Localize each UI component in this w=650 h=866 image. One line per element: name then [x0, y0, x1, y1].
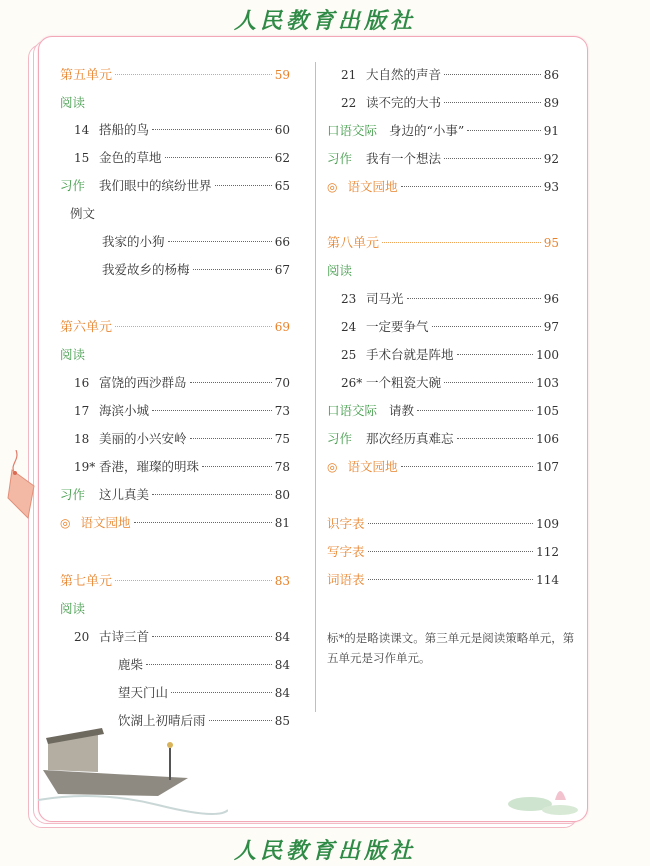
- leader-dots: [444, 102, 541, 103]
- lesson-number: 17: [74, 404, 90, 418]
- page-number: 83: [274, 574, 290, 588]
- oral-tag: 口语交际: [327, 403, 378, 418]
- lesson-title: 一个粗瓷大碗: [366, 375, 442, 390]
- leader-dots: [417, 410, 533, 411]
- toc-lesson-23[interactable]: [341, 290, 559, 308]
- page-number: 75: [274, 432, 290, 446]
- page-number: 85: [274, 714, 290, 728]
- leader-dots: [457, 438, 534, 439]
- leader-dots: [401, 186, 541, 187]
- page-number: 105: [536, 404, 559, 418]
- writing-title: 这儿真美: [99, 487, 150, 502]
- lesson-title: 搭船的鸟: [99, 122, 150, 137]
- leader-dots: [202, 466, 272, 467]
- publisher-footer: 人民教育出版社: [233, 838, 416, 864]
- poem-title: 望天门山: [118, 685, 169, 700]
- toc-lesson-17[interactable]: [74, 402, 290, 420]
- column-divider: [315, 62, 316, 712]
- bookmark-tassel-icon: [6, 450, 36, 520]
- toc-unit-5[interactable]: [60, 66, 290, 84]
- toc-oral-8[interactable]: [327, 402, 559, 420]
- leader-dots: [444, 158, 541, 159]
- leader-dots: [382, 242, 541, 243]
- poem-title: 鹿柴: [118, 657, 144, 672]
- footnote: 标*的是略读课文。第三单元是阅读策略单元，第五单元是习作单元。: [327, 631, 575, 665]
- lesson-number: 16: [74, 376, 90, 390]
- toc-lesson-15[interactable]: [74, 149, 290, 167]
- lesson-number: 24: [341, 320, 357, 334]
- lesson-title: 香港，璀璨的明珠: [99, 459, 200, 474]
- writing-title: 我有一个想法: [366, 151, 442, 166]
- lesson-title: 古诗三首: [99, 629, 150, 644]
- page-number: 97: [543, 320, 559, 334]
- toc-lesson-26[interactable]: [341, 374, 559, 392]
- garden-title: 语文园地: [347, 459, 398, 474]
- page-number: 66: [274, 235, 290, 249]
- lesson-title: 读不完的大书: [366, 95, 442, 110]
- toc-poem-1[interactable]: [118, 656, 290, 674]
- leader-dots: [152, 494, 272, 495]
- toc-writing-8[interactable]: [327, 430, 559, 448]
- leader-dots: [152, 410, 272, 411]
- page-number: 95: [543, 236, 559, 250]
- page-number: 107: [536, 460, 559, 474]
- toc-unit-6[interactable]: [60, 318, 290, 336]
- writing-tag: 习作: [60, 487, 86, 502]
- page-number: 60: [274, 123, 290, 137]
- unit-title: 第五单元: [60, 68, 113, 83]
- page-number: 69: [274, 320, 290, 334]
- section-reading: 阅读: [327, 263, 353, 278]
- lesson-number: 20: [74, 630, 90, 644]
- toc-garden-6[interactable]: [60, 514, 290, 532]
- page-number: 114: [536, 573, 559, 587]
- lesson-title: 金色的草地: [99, 150, 162, 165]
- lesson-title: 司马光: [366, 291, 404, 306]
- unit-title: 第七单元: [60, 574, 113, 589]
- oral-title: 身边的“小事”: [389, 123, 465, 138]
- leader-dots: [190, 438, 272, 439]
- page-number: 96: [543, 292, 559, 306]
- lotus-illustration-icon: [500, 760, 586, 820]
- leader-dots: [368, 579, 534, 580]
- oral-tag: 口语交际: [327, 123, 378, 138]
- lesson-number: 26*: [341, 376, 363, 390]
- unit-title: 第八单元: [327, 236, 380, 251]
- section-reading: 阅读: [60, 601, 86, 616]
- lesson-number: 15: [74, 151, 90, 165]
- lesson-title: 美丽的小兴安岭: [99, 431, 187, 446]
- leader-dots: [115, 74, 272, 75]
- page-number: 91: [543, 124, 559, 138]
- toc-writing-6[interactable]: [60, 486, 290, 504]
- garden-icon: ◎: [327, 460, 338, 474]
- garden-title: 语文园地: [347, 179, 398, 194]
- lesson-number: 19*: [74, 460, 96, 474]
- writing-title: 我们眼中的缤纷世界: [99, 178, 212, 193]
- leader-dots: [444, 382, 533, 383]
- page-number: 106: [536, 432, 559, 446]
- leader-dots: [171, 692, 272, 693]
- page-number: 81: [274, 516, 290, 530]
- toc-unit-8[interactable]: [327, 234, 559, 252]
- toc-unit-7[interactable]: [60, 572, 290, 590]
- section-example: 例文: [70, 206, 96, 221]
- page-number: 103: [536, 376, 559, 390]
- lesson-number: 18: [74, 432, 90, 446]
- toc-garden-7[interactable]: [327, 178, 559, 196]
- page-number: 65: [274, 179, 290, 193]
- leader-dots: [134, 522, 272, 523]
- page-number: 109: [536, 517, 559, 531]
- writing-tag: 习作: [327, 431, 353, 446]
- leader-dots: [401, 466, 534, 467]
- toc-lesson-24[interactable]: [341, 318, 559, 336]
- page-number: 67: [274, 263, 290, 277]
- page-number: 84: [274, 630, 290, 644]
- page-number: 62: [274, 151, 290, 165]
- writing-tag: 习作: [60, 178, 86, 193]
- toc-example-2[interactable]: [102, 261, 290, 279]
- example-title: 我爱故乡的杨梅: [102, 262, 190, 277]
- leader-dots: [368, 551, 534, 552]
- leader-dots: [193, 269, 272, 270]
- leader-dots: [467, 130, 540, 131]
- leader-dots: [115, 326, 272, 327]
- page-number: 73: [274, 404, 290, 418]
- leader-dots: [190, 382, 272, 383]
- poem-title: 饮湖上初晴后雨: [118, 713, 206, 728]
- appendix-title: 识字表: [327, 516, 365, 531]
- toc-garden-8[interactable]: [327, 458, 559, 476]
- leader-dots: [407, 298, 541, 299]
- lesson-title: 大自然的声音: [366, 67, 442, 82]
- leader-dots: [152, 636, 272, 637]
- page-number: 86: [543, 68, 559, 82]
- writing-tag: 习作: [327, 151, 353, 166]
- leader-dots: [432, 326, 541, 327]
- garden-title: 语文园地: [80, 515, 131, 530]
- oral-title: 请教: [389, 403, 415, 418]
- toc-lesson-16[interactable]: [74, 374, 290, 392]
- leader-dots: [444, 74, 541, 75]
- garden-icon: ◎: [327, 180, 338, 194]
- lesson-title: 手术台就是阵地: [366, 347, 454, 362]
- leader-dots: [368, 523, 534, 524]
- leader-dots: [165, 157, 272, 158]
- page-number: 93: [543, 180, 559, 194]
- page-number: 80: [274, 488, 290, 502]
- toc-lesson-18[interactable]: [74, 430, 290, 448]
- lesson-number: 21: [341, 68, 357, 82]
- leader-dots: [152, 129, 272, 130]
- leader-dots: [168, 241, 272, 242]
- publisher-header: 人民教育出版社: [233, 8, 416, 34]
- page-number: 59: [274, 68, 290, 82]
- page-number: 92: [543, 152, 559, 166]
- leader-dots: [146, 664, 272, 665]
- writing-title: 那次经历真难忘: [366, 431, 454, 446]
- garden-icon: ◎: [60, 516, 71, 530]
- toc-writing-5[interactable]: [60, 177, 290, 195]
- lesson-title: 一定要争气: [366, 319, 429, 334]
- example-title: 我家的小狗: [102, 234, 165, 249]
- lesson-title: 富饶的西沙群岛: [99, 375, 187, 390]
- lesson-number: 14: [74, 123, 90, 137]
- unit-title: 第六单元: [60, 320, 113, 335]
- toc-writing-7[interactable]: [327, 150, 559, 168]
- toc-example-1[interactable]: [102, 233, 290, 251]
- page-number: 84: [274, 658, 290, 672]
- toc-lesson-20[interactable]: [74, 628, 290, 646]
- page-number: 89: [543, 96, 559, 110]
- boat-illustration-icon: [38, 700, 228, 820]
- leader-dots: [215, 185, 272, 186]
- toc-lesson-21[interactable]: [341, 66, 559, 84]
- page-number: 70: [274, 376, 290, 390]
- lesson-number: 25: [341, 348, 357, 362]
- toc-xiezi-table[interactable]: [327, 543, 559, 561]
- appendix-title: 写字表: [327, 544, 365, 559]
- leader-dots: [115, 580, 272, 581]
- page-number: 100: [536, 348, 559, 362]
- section-reading: 阅读: [60, 347, 86, 362]
- toc-lesson-22[interactable]: [341, 94, 559, 112]
- toc-shizi-table[interactable]: [327, 515, 559, 533]
- section-reading: 阅读: [60, 95, 86, 110]
- page-number: 78: [274, 460, 290, 474]
- toc-lesson-14[interactable]: [74, 121, 290, 139]
- lesson-title: 海滨小城: [99, 403, 150, 418]
- appendix-title: 词语表: [327, 572, 365, 587]
- toc-oral-7[interactable]: [327, 122, 559, 140]
- leader-dots: [457, 354, 534, 355]
- toc-ciyu-table[interactable]: [327, 571, 559, 589]
- toc-lesson-19[interactable]: [74, 458, 290, 476]
- page-number: 112: [536, 545, 559, 559]
- lesson-number: 22: [341, 96, 357, 110]
- toc-lesson-25[interactable]: [341, 346, 559, 364]
- page-number: 84: [274, 686, 290, 700]
- lesson-number: 23: [341, 292, 357, 306]
